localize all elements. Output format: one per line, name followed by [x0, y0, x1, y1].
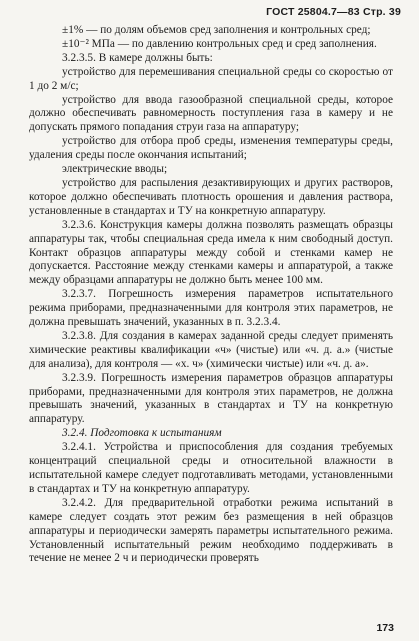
paragraph: 3.2.4.2. Для предварительной отработки режима испытаний в камере следует создать этот режим без размещения в ней образцов аппаратуры и периодически замерять параметры испытательного режима. Установленный испытательный режим необходимо поддерживать в течение не менее 2 ч и периодически проверять — [29, 496, 393, 565]
paragraph: 3.2.3.5. В камере должны быть: — [62, 51, 213, 64]
paragraph: ±1% — по долям объемов сред заполнения и контрольных сред; — [62, 24, 371, 36]
paragraph: устройство для отбора проб среды, изменения температуры среды, удаления среды после окончания испытаний; — [29, 135, 393, 162]
body-text — [29, 24, 393, 566]
paragraph: 3.2.3.9. Погрешность измерения параметров образцов аппаратуры приборами, предназначенными для контроля этих параметров, не должна превышать значений, указанных в стандартах и ТУ на конкретную аппаратуру. — [29, 371, 393, 426]
paragraph: электрические вводы; — [62, 163, 168, 176]
paragraph: 3.2.3.8. Для создания в камерах заданной среды следует применять химические реактивы квалификации «ч» (чистые) или «ч. д. а.» (чистые для анализа), для контроля — «х. ч» (химически чистые) или «ч. д. а». — [29, 329, 393, 370]
section-heading: 3.2.4. Подготовка к испытаниям — [62, 427, 222, 440]
page-number: 173 — [376, 622, 394, 634]
paragraph: устройство для распыления дезактивирующих и других растворов, которое должно обеспечивать плотность орошения и давления раствора, установленные в стандартах и ТУ на конкретную аппаратуру. — [29, 176, 393, 217]
page-header: ГОСТ 25804.7—83 Стр. 39 — [266, 6, 401, 18]
paragraph: 3.2.4.1. Устройства и приспособления для создания требуемых концентраций специальной среды и относительной влажности в испытательной камере следует подготавливать методами, установленными в стандартах и ТУ на конкретную аппаратуру. — [29, 441, 393, 495]
paragraph: устройство для ввода газообразной специальной среды, которое должно обеспечивать равномерность поступления газа в камеру и не допускать прямого попадания струи газа на аппаратуру; — [29, 93, 393, 134]
paragraph: устройство для перемешивания специальной среды со скоростью от 1 до 2 м/с; — [29, 65, 393, 92]
paragraph: ±10⁻² МПа — по давлению контрольных сред и сред заполнения. — [62, 37, 377, 50]
paragraph: 3.2.3.6. Конструкция камеры должна позволять размещать образцы аппаратуры так, чтобы специальная среда имела к ним свободный доступ. Контакт образцов аппаратуры между собой и стенками камер не допускается. Расстояние между стенками камеры и аппаратурой, а также между образцами аппаратуры не должно быть менее 100 мм. — [29, 218, 393, 287]
paragraph: 3.2.3.7. Погрешность измерения параметров испытательного режима приборами, предназначенными для контроля этих параметров, не должна превышать значений, указанных в п. 3.2.3.4. — [29, 288, 393, 329]
